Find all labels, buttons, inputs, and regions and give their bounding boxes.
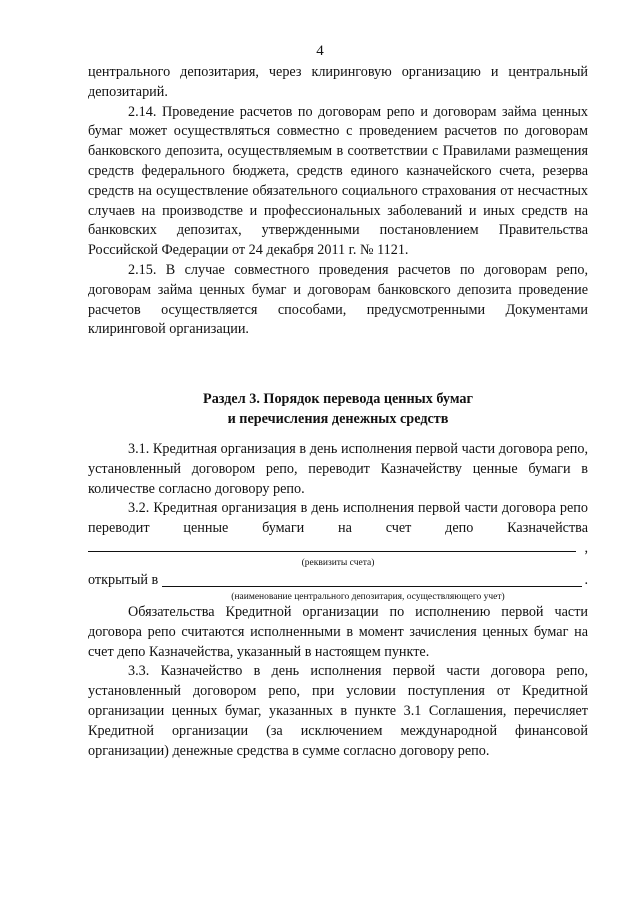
paragraph-2-14: 2.14. Проведение расчетов по договорам репо и договорам займа ценных бумаг может осуществляться совместно с проведением расчетов по договорам банковского депозита, осуществляемым в соответствии с Правилами размещения средств федерального бюджета, средств единого казначейского счета, резерва средств на осуществление обязательного социального страхования от несчастных случаев на производстве и профессиональных заболеваний и иных средств на банковских депозитах, утвержденными постановлением Правительства Российской Федерации от 24 декабря 2011 г. № 1121. [88,103,588,259]
body-text-top [88,63,588,340]
opened-in-label: открытый в [88,572,159,589]
paragraph-continuation: центрального депозитария, через клиринговую организацию и центральный депозитарий. [88,64,588,100]
opened-in-period: . [584,572,588,589]
page-number: 4 [316,43,324,59]
section-heading-line2: и перечисления денежных средств [227,410,449,427]
account-details-blank [88,551,576,552]
account-comma: , [584,539,588,556]
section-3-body [88,440,588,761]
account-caption: (реквизиты счета) [301,557,375,568]
paragraph-2-15: 2.15. В случае совместного проведения расчетов по договорам репо, договорам займа ценных бумаг и договорам банковского депозита проведение расчетов осуществляется способами, предусмотренными Документами клиринговой организации. [88,261,588,338]
paragraph-3-1: 3.1. Кредитная организация в день исполнения первой части договора репо, установленный договором репо, переводит Казначейству ценные бумаги в количестве согласно договору репо. [88,441,588,497]
account-details-row [88,539,588,561]
opened-in-row [88,569,588,591]
section-heading [88,390,588,430]
paragraph-3-3: 3.3. Казначейство в день исполнения первой части договора репо, установленный договором репо, при условии поступления от Кредитной организации ценных бумаг, указанных в пункте 3.1 Соглашения, перечисляет Кредитной организации (за исключением международной финансовой организации) денежные средства в сумме согласно договору репо. [88,663,588,759]
paragraph-3-2: 3.2. Кредитная организация в день исполнения первой части договора репо переводит ценные бумаги на счет депо Казначейства [88,500,588,537]
paragraph-obligations: Обязательства Кредитной организации по исполнению первой части договора репо считаются исполненными в момент зачисления ценных бумаг на счет депо Казначейства, указанный в настоящем пункте. [88,603,588,660]
depository-caption: (наименование центрального депозитария, осуществляющего учет) [231,591,505,602]
depository-blank [162,586,582,587]
section-heading-line1: Раздел 3. Порядок перевода ценных бумаг [203,391,473,407]
